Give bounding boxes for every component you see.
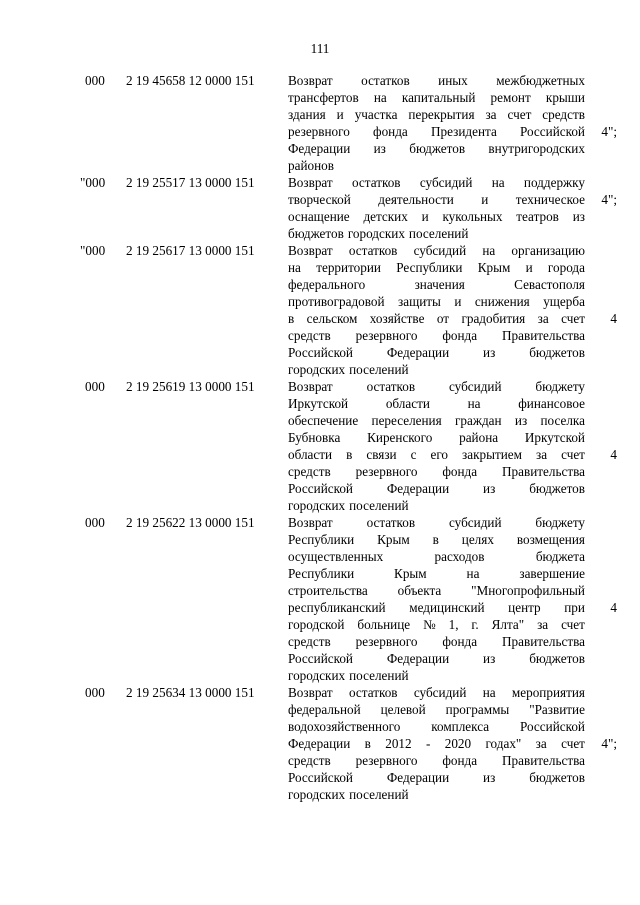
classification-code: 000 [85, 73, 105, 88]
column-four-value: 4"; [601, 124, 617, 139]
description-line: средств резервного фонда Правительства [288, 464, 585, 479]
description-line: Республики Крым на завершение [288, 566, 585, 581]
description-line: Возврат остатков субсидий на мероприятия [288, 685, 585, 700]
description-line: городских поселений [288, 362, 409, 377]
description-line: федерального значения Севастополя [288, 277, 585, 292]
description-line: городской больнице № 1, г. Ялта" за счет [288, 617, 585, 632]
description-line: трансфертов на капитальный ремонт крыши [288, 90, 585, 105]
description-line: городских поселений [288, 787, 409, 802]
budget-codes-table [0, 72, 640, 803]
description-line: резервного фонда Президента Российской [288, 124, 585, 139]
description-line: Иркутской области на финансовое [288, 396, 585, 411]
budget-code: 2 19 45658 12 0000 151 [126, 73, 255, 88]
description-line: Республики Крым в целях возмещения [288, 532, 585, 547]
table-row [0, 174, 640, 242]
description-line: республиканский медицинский центр при [288, 600, 585, 615]
page-number: 111 [310, 41, 330, 56]
table-row [0, 242, 640, 378]
budget-code: 2 19 25517 13 0000 151 [126, 175, 255, 190]
description-line: Российской Федерации из бюджетов [288, 481, 585, 496]
column-four-value: 4 [610, 447, 617, 462]
description-line: районов [288, 158, 334, 173]
description-line: обеспечение переселения граждан из поселка [288, 413, 585, 428]
column-four-value: 4"; [601, 192, 617, 207]
income-description [288, 174, 585, 242]
budget-code: 2 19 25617 13 0000 151 [126, 243, 255, 258]
budget-code: 2 19 25619 13 0000 151 [126, 379, 255, 394]
description-line: средств резервного фонда Правительства [288, 634, 585, 649]
table-row [0, 514, 640, 684]
column-four-value: 4"; [601, 736, 617, 751]
column-four-value: 4 [610, 600, 617, 615]
budget-code: 2 19 25634 13 0000 151 [126, 685, 255, 700]
description-line: Возврат остатков иных межбюджетных [288, 73, 585, 88]
description-line: оснащение детских и кукольных театров из [288, 209, 585, 224]
income-description [288, 514, 585, 684]
description-line: средств резервного фонда Правительства [288, 753, 585, 768]
description-line: в сельском хозяйстве от градобития за счет [288, 311, 585, 326]
description-line: творческой деятельности и техническое [288, 192, 585, 207]
description-line: Бубновка Киренского района Иркутской [288, 430, 585, 445]
description-line: Федерации в 2012 - 2020 годах" за счет [288, 736, 585, 751]
classification-code: 000 [85, 515, 105, 530]
classification-code: "000 [80, 243, 106, 258]
description-line: Федерации из бюджетов внутригородских [288, 141, 585, 156]
description-line: осуществленных расходов бюджета [288, 549, 585, 564]
income-description [288, 242, 585, 378]
budget-code: 2 19 25622 13 0000 151 [126, 515, 255, 530]
description-line: городских поселений [288, 498, 409, 513]
description-line: водохозяйственного комплекса Российской [288, 719, 585, 734]
income-description [288, 72, 585, 174]
classification-code: "000 [80, 175, 106, 190]
description-line: Возврат остатков субсидий на организацию [288, 243, 585, 258]
description-line: Российской Федерации из бюджетов [288, 651, 585, 666]
description-line: федеральной целевой программы "Развитие [288, 702, 585, 717]
description-line: бюджетов городских поселений [288, 226, 469, 241]
description-line: области в связи с его закрытием за счет [288, 447, 585, 462]
table-row [0, 684, 640, 803]
table-row [0, 378, 640, 514]
description-line: на территории Республики Крым и города [288, 260, 585, 275]
description-line: строительства объекта "Многопрофильный [288, 583, 585, 598]
description-line: Возврат остатков субсидий на поддержку [288, 175, 585, 190]
description-line: здания и участка перекрытия за счет средств [288, 107, 585, 122]
table-row [0, 72, 640, 174]
classification-code: 000 [85, 685, 105, 700]
description-line: Российской Федерации из бюджетов [288, 345, 585, 360]
description-line: противоградовой защиты и снижения ущерба [288, 294, 585, 309]
income-description [288, 378, 585, 514]
description-line: Возврат остатков субсидий бюджету [288, 515, 585, 530]
description-line: Возврат остатков субсидий бюджету [288, 379, 585, 394]
classification-code: 000 [85, 379, 105, 394]
income-description [288, 684, 585, 803]
description-line: средств резервного фонда Правительства [288, 328, 585, 343]
description-line: Российской Федерации из бюджетов [288, 770, 585, 785]
column-four-value: 4 [610, 311, 617, 326]
description-line: городских поселений [288, 668, 409, 683]
